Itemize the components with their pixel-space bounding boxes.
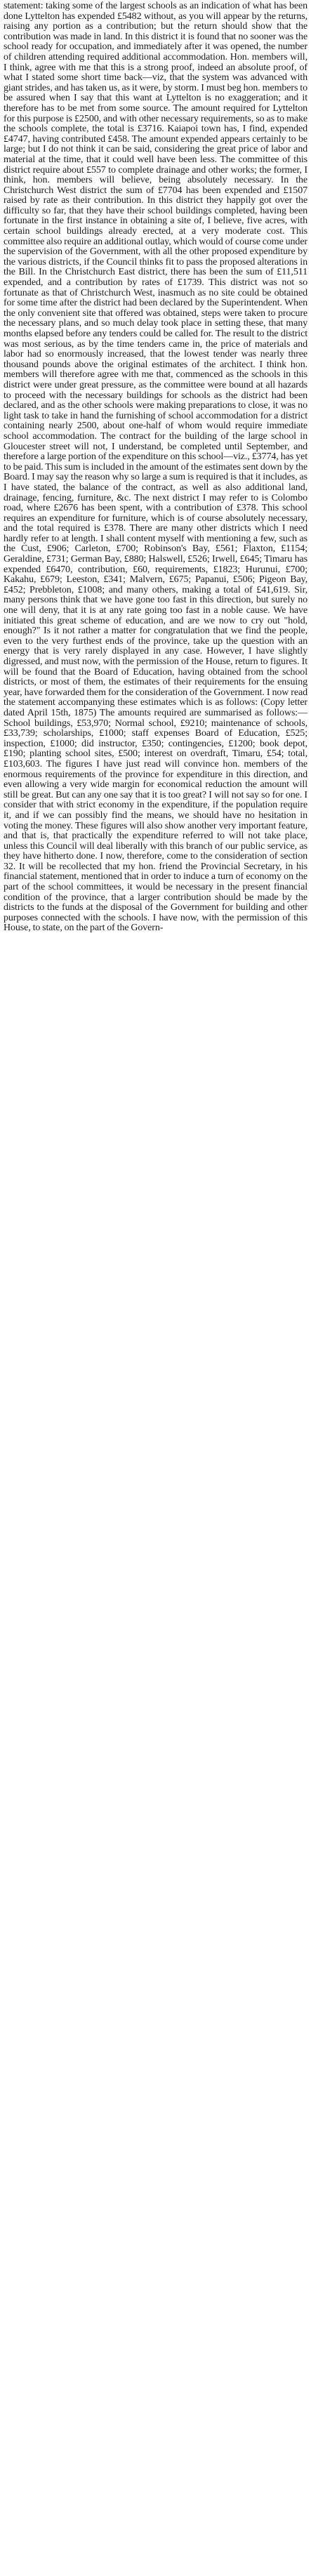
article-body: statement: taking some of the largest schools as an indication of what has been done Lyttelton has expended £5482 without, as you will appear by the returns, raising any portion as a contribution; but the return should show that the contribution was made in land. In this district it is found that no sooner was the school ready for occupation, and immediately after it was opened, the number of children attending required additional accommodation. Hon. members will, I think, agree with me that this is a strong proof, indeed an absolute proof, of what I stated some short time back—viz, that the system was advanced with giant strides, and has taken us, as it were, by storm. I must beg hon. members to be assured when I say that this want at Lyttelton is no exaggeration; and it therefore has to be met from some source. The amount required for Lyttelton for this purpose is £2500, and with other necessary requirements, so as to make the schools complete, the total is £3716. Kaiapoi town has, I find, expended £4747, having contributed £458. The amount expended appears certainly to be large; but I do not think it can be said, considering the great price of labor and material at the time, that it could well have been less. The committee of this district require about £557 to complete drainage and other works; the former, I think, hon. members will believe, being absolutely necessary. In the Christchurch West district the sum of £7704 has been expended and £1507 raised by rate as their contribution. In this district they happily got over the difficulty so far, that they have their school buildings completed, having been fortunate in the first instance in obtaining a site of, I believe, five acres, with certain school buildings already erected, at a very moderate cost. This committee also require an additional outlay, which would of course come under the supervision of the Government, with all the other proposed expenditure by the various districts, if the Council thinks fit to pass the proposed alterations in the Bill. In the Christchurch East district, there has been the sum of £11,511 expended, and a contribution by rates of £1739. This district was not so fortunate as that of Christchurch West, inasmuch as no site could be obtained for some time after the district had been declared by the Superintendent. When the only convenient site that offered was obtained, steps were taken to procure the necessary plans, and so much delay took place in setting these, that many months elapsed before any tenders could be called for. The result to the district was most serious, as by the time tenders came in, the price of materials and labor had so enormously increased, that the lowest tender was nearly three thousand pounds above the original estimates of the architect. I think hon. members will therefore agree with me that, commenced as the schools in this district were under great pressure, as the committee were bound at all hazards to proceed with the necessary buildings for schools as the district had been declared, and as the other schools were making preparations to close, it was no light task to take in hand the furnishing of school accommodation for a district containing nearly 2500, about one-half of whom would require immediate school accommodation. The contract for the building of the large school in Gloucester street will not, I understand, be completed until September, and therefore a large portion of the expenditure on this school—viz., £3774, has yet to be paid. This sum is included in the amount of the estimates sent down by the Board. I may say the reason why so large a sum is required is that it includes, as I have stated, the balance of the contract, as well as also additional land, drainage, fencing, furniture, &c. The next district I may refer to is Colombo road, where £2676 has been spent, with a contribution of £378. This school requires an expenditure for furniture, which is of course absolutely necessary, and the total required is £378. There are many other districts which I need hardly refer to at length. I shall content myself with mentioning a few, such as the Cust, £906; Carleton, £700; Robinson's Bay, £561; Flaxton, £1154; Geraldine, £731; German Bay, £880; Halswell, £526; Irwell, £645; Timaru has expended £6470, contribution, £60, requirements, £1823; Hurunui, £700; Kakahu, £679; Leeston, £341; Malvern, £675; Papanui, £506; Pigeon Bay, £452; Prebbleton, £1008; and many others, making a total of £41,619. Sir, many persons think that we have gone too fast in this direction, but surely no one will deny, that it is at any rate going too fast in a noble cause. We have initiated this great scheme of education, and are we now to cry out "hold, enough?" Is it not rather a matter for congratulation that we find the people, even to the very furthest ends of the province, take up the question with an energy that is very rarely displayed in any case. However, I have slightly digressed, and must now, with the permission of the House, return to figures. It will be found that the Board of Education, having obtained from the school districts, or most of them, the estimates of their requirements for the ensuing year, have forwarded them for the consideration of the Government. I now read the statement accompanying these estimates which is as follows: (Copy letter dated April 15th, 1875) The amounts required are summarised as follows:—School buildings, £53,970; Normal school, £9210; maintenance of schools, £33,739; scholarships, £1000; staff expenses Board of Education, £525; inspection, £1000; did instructor, £350; contingencies, £1200; book depot, £190; planting school sites, £500; interest on overdraft, Timaru, £54; total, £103,603. The figures I have just read will convince hon. members of the enormous requirements of the province for expenditure in this direction, and even allowing a very wide margin for economical reduction the amount will still be great. But can any one say that it is too great? I will not say so for one. I consider that with strict economy in the expenditure, if the population require it, and if we can possibly find the means, we should have no hesitation in voting the money. These figures will also show another very important feature, and that is, that practically the expenditure referred to will not take place, unless this Council will deal liberally with this branch of our public service, as they have hitherto done. I now, therefore, come to the consideration of section 32. It will be recollected that my hon. friend the Provincial Secretary, in his financial statement, mentioned that in order to induce a turn of economy on the part of the school committees, it would be necessary in the present financial condition of the province, that a larger contribution should be made by the districts to the funds at the disposal of the Government for building and other purposes connected with the schools. I have now, with the permission of this House, to state, on the part of the Govern- (4, 1, 307, 934)
article-column (0, 0, 311, 934)
